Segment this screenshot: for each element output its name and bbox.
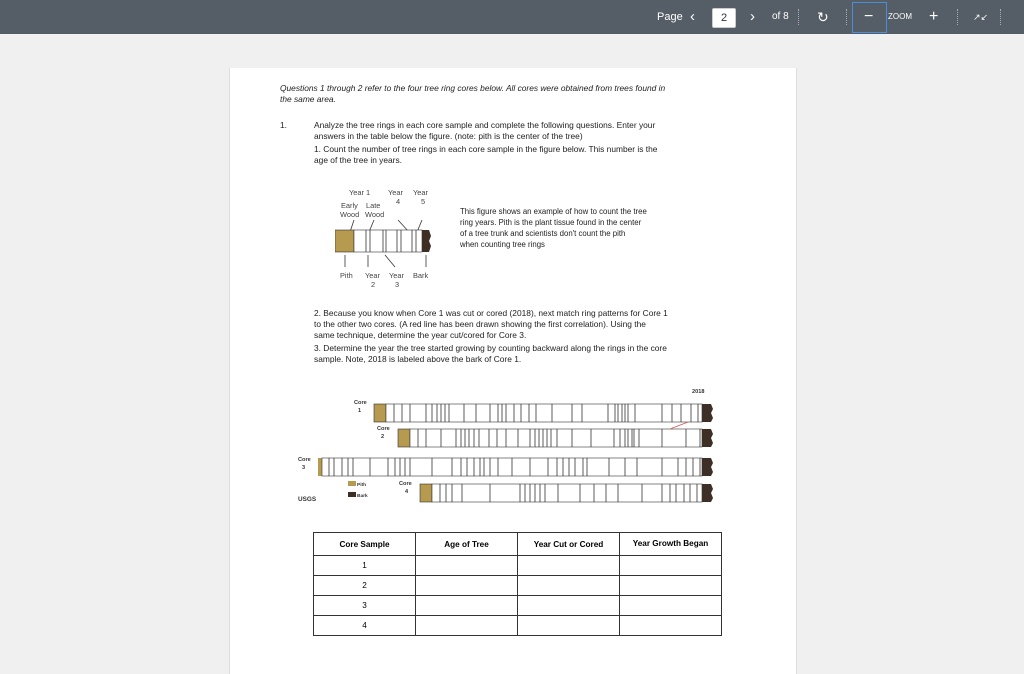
example-core-diagram xyxy=(335,218,435,272)
table-row xyxy=(314,596,722,616)
core-sample-cell: 1 xyxy=(314,556,416,576)
document-page xyxy=(229,68,797,674)
zoom-in-icon: + xyxy=(929,8,939,25)
core-1-strip xyxy=(386,404,702,422)
core-4-label: Core 4 xyxy=(399,481,412,495)
example-n5: 5 xyxy=(421,197,426,206)
example-year5: Year xyxy=(413,188,428,197)
intro-line-1: Questions 1 through 2 refer to the four tree ring cores below. All cores were obtained from trees found in xyxy=(280,83,666,93)
legend-bark-label: Bark xyxy=(357,494,368,499)
core-1-pith xyxy=(374,404,386,422)
zoom-out-icon: − xyxy=(864,8,874,25)
example-year4: Year xyxy=(388,188,403,197)
intro-line-2: the same area. xyxy=(280,94,336,104)
q2-line-2: to the other two cores. (A red line has been drawn showing the first correlation). Using the xyxy=(314,319,646,329)
caption-line-1: This figure shows an example of how to count the tree xyxy=(460,207,647,216)
q1-line-3: 1. Count the number of tree rings in each core sample in the figure below. This number is the xyxy=(314,144,658,154)
core-1-label: Core 1 xyxy=(354,400,367,414)
legend-pith-label: Pith xyxy=(357,483,367,488)
tree-ring-cores xyxy=(230,388,796,518)
rotate-icon: ↻ xyxy=(817,9,829,25)
example-n4: 4 xyxy=(396,197,401,206)
answer-cell[interactable] xyxy=(416,556,518,576)
example-year3: Year xyxy=(389,271,404,280)
answer-cell[interactable] xyxy=(620,576,722,596)
q1-number: 1. xyxy=(280,120,287,130)
legend-bark-swatch xyxy=(348,492,356,497)
core-4-strip xyxy=(432,484,702,502)
q1-line-2: answers in the table below the figure. (note: pith is the center of the tree) xyxy=(314,131,583,141)
core-1-bark xyxy=(702,404,713,422)
answer-cell[interactable] xyxy=(416,576,518,596)
core-2-bark xyxy=(702,429,713,447)
caption-line-4: when counting tree rings xyxy=(460,240,545,249)
core-3-pith xyxy=(318,458,322,476)
collapse-icon: ↗↙ xyxy=(973,12,989,22)
core-2-label: Core 2 xyxy=(377,426,390,440)
table-header: Core Sample xyxy=(314,533,416,556)
table-header: Age of Tree xyxy=(416,533,518,556)
example-late: Late xyxy=(366,201,381,210)
example-year1: Year 1 xyxy=(349,188,371,197)
caption-line-2: ring years. Pith is the plant tissue found in the center xyxy=(460,218,642,227)
example-wood1: Wood xyxy=(340,210,360,219)
answer-cell[interactable] xyxy=(518,576,620,596)
core-3-label: Core 3 xyxy=(298,457,311,471)
toolbar xyxy=(0,0,1024,34)
answer-cell[interactable] xyxy=(416,596,518,616)
previous-page-button[interactable] xyxy=(690,0,695,34)
table-row xyxy=(314,616,722,636)
answer-cell[interactable] xyxy=(518,616,620,636)
page-number-input[interactable]: 2 xyxy=(712,8,736,28)
table-header: Year Growth Began xyxy=(620,533,722,556)
example-year2-num: 2 xyxy=(371,280,376,289)
results-table xyxy=(313,532,722,636)
core-sample-cell: 3 xyxy=(314,596,416,616)
chevron-left-icon: ‹ xyxy=(690,8,695,25)
legend-pith-swatch xyxy=(348,481,356,486)
table-row xyxy=(314,576,722,596)
q3-line-2: sample. Note, 2018 is labeled above the bark of Core 1. xyxy=(314,354,522,364)
core-2-strip xyxy=(410,429,702,447)
usgs-label: USGS xyxy=(298,496,317,503)
next-page-button[interactable] xyxy=(750,0,755,34)
core-3-bark xyxy=(702,458,713,476)
zoom-in-button[interactable] xyxy=(929,0,938,34)
answer-cell[interactable] xyxy=(620,616,722,636)
caption-line-3: of a tree trunk and scientists don't count the pith xyxy=(460,229,626,238)
example-wood2: Wood xyxy=(365,210,385,219)
page-label: Page xyxy=(657,11,683,23)
core-4-pith xyxy=(420,484,432,502)
answer-cell[interactable] xyxy=(518,556,620,576)
answer-cell[interactable] xyxy=(518,596,620,616)
example-pith: Pith xyxy=(340,271,353,280)
example-early: Early xyxy=(341,201,358,210)
zoom-out-button[interactable] xyxy=(852,2,887,33)
q1-line-4: age of the tree in years. xyxy=(314,155,402,165)
core-sample-cell: 4 xyxy=(314,616,416,636)
example-year3-num: 3 xyxy=(395,280,400,289)
collapse-button[interactable] xyxy=(973,0,988,34)
document-viewer[interactable] xyxy=(0,34,1024,640)
table-row xyxy=(314,556,722,576)
answer-cell[interactable] xyxy=(620,596,722,616)
example-year2: Year xyxy=(365,271,380,280)
example-bark: Bark xyxy=(413,271,429,280)
zoom-label: ZOOM xyxy=(888,12,912,21)
q2-line-1: 2. Because you know when Core 1 was cut or cored (2018), next match ring patterns for Core 1 xyxy=(314,308,668,318)
rotate-button[interactable] xyxy=(817,0,829,34)
q3-line-1: 3. Determine the year the tree started growing by counting backward along the rings in the core xyxy=(314,343,667,353)
table-header: Year Cut or Cored xyxy=(518,533,620,556)
core-sample-cell: 2 xyxy=(314,576,416,596)
correlation-line xyxy=(670,422,688,429)
core-2-pith xyxy=(398,429,410,447)
chevron-right-icon: › xyxy=(750,8,755,25)
page-count: of 8 xyxy=(772,11,789,22)
answer-cell[interactable] xyxy=(416,616,518,636)
q2-line-3: same technique, determine the year cut/cored for Core 3. xyxy=(314,330,527,340)
answer-cell[interactable] xyxy=(620,556,722,576)
year-2018-label: 2018 xyxy=(692,389,705,395)
core-4-bark xyxy=(702,484,713,502)
q1-line-1: Analyze the tree rings in each core sample and complete the following questions. Enter your xyxy=(314,120,656,130)
